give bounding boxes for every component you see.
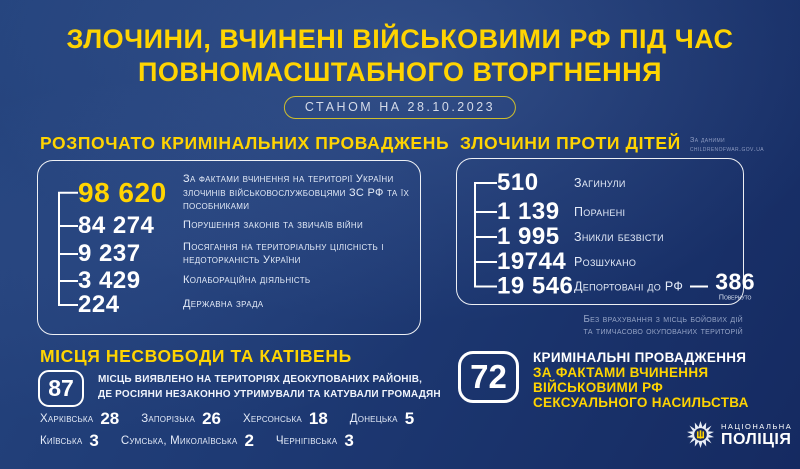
region-name: Запорізька bbox=[141, 413, 196, 425]
sexual-violence-line4: СЕКСУАЛЬНОГО НАСИЛЬСТВА bbox=[533, 395, 749, 410]
page-title-line2: ПОВНОМАСШТАБНОГО ВТОРГНЕННЯ bbox=[137, 57, 663, 87]
sexual-violence-line2: ЗА ФАКТАМИ ВЧИНЕННЯ bbox=[533, 365, 709, 380]
region-item bbox=[276, 431, 354, 451]
stat-label: За фактами вчинення на території України злочинів військовослужбовцями ЗС РФ та їх пособниками bbox=[183, 172, 410, 212]
proceedings-box bbox=[37, 160, 421, 335]
stat-label: Поранені bbox=[574, 205, 626, 219]
stat-value: 224 bbox=[78, 291, 120, 318]
date-badge: СТАНОМ НА 28.10.2023 bbox=[284, 96, 516, 119]
region-item bbox=[350, 409, 414, 429]
logo-line2: ПОЛІЦІЯ bbox=[721, 430, 792, 448]
region-name: Херсонська bbox=[242, 413, 302, 425]
stat-label: Загинули bbox=[574, 176, 626, 190]
sexual-violence-text bbox=[533, 350, 749, 410]
region-value: 3 bbox=[344, 431, 354, 450]
detention-description-line2: ДЕ РОСІЯНИ НЕЗАКОННО УТРИМУВАЛИ ТА КАТУВАЛИ ГРОМАДЯН bbox=[98, 389, 441, 400]
returned-label: Повернуто bbox=[718, 294, 752, 302]
stat-row bbox=[78, 212, 410, 240]
stat-value: 19744 bbox=[497, 248, 567, 275]
section-header-children-row bbox=[460, 133, 764, 154]
bracket-line bbox=[58, 193, 60, 305]
region-item bbox=[243, 409, 328, 429]
detention-description bbox=[98, 372, 441, 402]
data-source-note bbox=[690, 133, 764, 153]
stat-label: Порушення законів та звичаїв війни bbox=[183, 219, 364, 232]
stat-label: Державна зрада bbox=[183, 298, 264, 311]
national-police-badge-icon bbox=[687, 421, 714, 448]
page-title bbox=[0, 23, 800, 89]
stat-value: 510 bbox=[497, 169, 539, 196]
stat-value: 9 237 bbox=[78, 240, 141, 267]
data-source-line1: За даними bbox=[689, 135, 726, 144]
detention-count-badge: 87 bbox=[38, 370, 84, 407]
stat-value: 19 546 bbox=[497, 272, 574, 299]
sexual-violence-line3: ВІЙСЬКОВИМИ РФ bbox=[533, 380, 664, 395]
region-item bbox=[40, 431, 99, 451]
stat-label: Зникли безвісти bbox=[574, 230, 664, 244]
returned-block bbox=[715, 268, 756, 302]
region-value: 5 bbox=[404, 409, 415, 428]
region-item bbox=[141, 409, 221, 429]
children-box bbox=[456, 158, 756, 305]
children-footnote-line1: Без врахування з місць бойових дій bbox=[583, 314, 743, 325]
stat-label: Розшукано bbox=[574, 255, 637, 269]
region-name: Харківська bbox=[40, 413, 94, 425]
region-name: Чернігівська bbox=[275, 435, 338, 447]
sexual-violence-line1: КРИМІНАЛЬНІ ПРОВАДЖЕННЯ bbox=[533, 350, 747, 365]
section-header-detention: МІСЦЯ НЕСВОБОДИ ТА КАТІВЕНЬ bbox=[40, 346, 352, 366]
region-name: Донецька bbox=[349, 413, 398, 425]
page-title-line1: ЗЛОЧИНИ, ВЧИНЕНІ ВІЙСЬКОВИМИ РФ ПІД ЧАС bbox=[66, 24, 734, 54]
region-value: 18 bbox=[308, 409, 328, 428]
region-name: Сумська, Миколаївська bbox=[120, 435, 238, 447]
bracket-line bbox=[474, 183, 476, 286]
stat-label: Посягання на територіальну цілісність і недоторканість України bbox=[183, 240, 384, 266]
connector-dash bbox=[690, 285, 708, 287]
regions-row-2 bbox=[40, 431, 354, 451]
stat-row bbox=[78, 173, 410, 214]
stat-label: Депортовані до РФ bbox=[574, 279, 684, 293]
section-header-proceedings: РОЗПОЧАТО КРИМІНАЛЬНИХ ПРОВАДЖЕНЬ bbox=[40, 133, 450, 153]
children-footnote-line2: та тимчасово окупованих територій bbox=[583, 326, 743, 337]
stat-value: 1 995 bbox=[497, 223, 560, 250]
region-item bbox=[40, 409, 119, 429]
logo-line1: НАЦІОНАЛЬНА bbox=[721, 421, 793, 431]
stat-value: 84 274 bbox=[78, 212, 155, 239]
data-source-line2: childrenofwar.gov.ua bbox=[689, 144, 765, 153]
region-item bbox=[121, 431, 254, 451]
children-footnote bbox=[456, 314, 743, 338]
stat-value: 98 620 bbox=[78, 177, 167, 208]
stat-row bbox=[78, 291, 410, 319]
logo-text bbox=[721, 422, 792, 448]
section-header-children: ЗЛОЧИНИ ПРОТИ ДІТЕЙ bbox=[460, 133, 681, 153]
stat-row bbox=[497, 268, 756, 302]
stat-row bbox=[497, 223, 731, 251]
region-value: 2 bbox=[244, 431, 254, 450]
stat-row bbox=[497, 169, 731, 197]
stat-row bbox=[78, 240, 410, 268]
regions-row-1 bbox=[40, 409, 414, 429]
stat-value: 1 139 bbox=[497, 198, 560, 225]
region-value: 3 bbox=[89, 431, 99, 450]
region-value: 26 bbox=[202, 409, 221, 428]
stat-value: 3 429 bbox=[78, 267, 141, 294]
region-value: 28 bbox=[100, 409, 120, 428]
sexual-violence-count-badge: 72 bbox=[458, 351, 519, 403]
region-name: Київська bbox=[40, 435, 83, 447]
national-police-logo bbox=[687, 421, 792, 448]
stat-row bbox=[497, 198, 731, 226]
stat-label: Колабораційна діяльність bbox=[183, 274, 311, 287]
returned-value: 386 bbox=[715, 268, 756, 295]
detention-description-line1: МІСЦЬ ВИЯВЛЕНО НА ТЕРИТОРІЯХ ДЕОКУПОВАНИХ РАЙОНІВ, bbox=[98, 374, 423, 385]
